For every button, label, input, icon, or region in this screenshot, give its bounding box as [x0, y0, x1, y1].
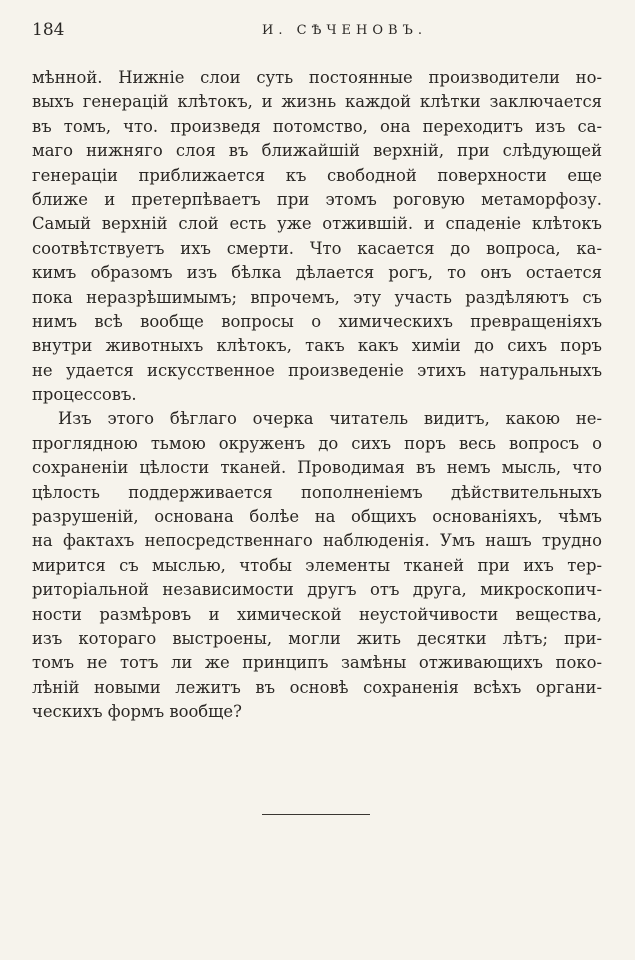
text-line: разрушеній, основана болѣе на общихъ основаніяхъ, чѣмъ — [32, 507, 602, 527]
text-line: пока неразрѣшимымъ; впрочемъ, эту участь раздѣляютъ съ — [32, 287, 602, 307]
text-line: нимъ всѣ вообще вопросы о химическихъ превращеніяхъ — [32, 311, 602, 331]
text-line: ближе и претерпѣваетъ при этомъ роговую метаморфозу. — [32, 189, 602, 209]
text-line: маго нижняго слоя въ ближайшій верхній, при слѣдующей — [32, 141, 602, 161]
text-line: въ томъ, что. произведя потомство, она переходитъ изъ са- — [32, 116, 602, 136]
text-line: мѣнной. Нижніе слои суть постоянные производители но- — [32, 68, 602, 87]
text-line: лѣній новыми лежитъ въ основѣ сохраненія всѣхъ органи- — [32, 677, 602, 697]
paragraph-1 — [32, 66, 602, 407]
text-line: внутри животныхъ клѣтокъ, такъ какъ химіи до сихъ поръ — [32, 336, 602, 356]
section-end-rule — [262, 814, 370, 815]
text-line: ности размѣровъ и химической неустойчивости вещества, — [32, 604, 602, 624]
text-line: Изъ этого бѣглаго очерка читатель видитъ, какою не- — [58, 409, 602, 429]
text-line: Самый верхній слой есть уже отжившій. и спаденіе клѣтокъ — [32, 214, 602, 234]
text-line: сохраненіи цѣлости тканей. Проводимая въ немъ мысль, что — [32, 458, 602, 478]
text-line: проглядною тьмою окруженъ до сихъ поръ весь вопросъ о — [32, 433, 602, 453]
running-head: И. СѢЧЕНОВЪ. — [262, 23, 427, 38]
text-line: цѣлость поддерживается пополненіемъ дѣйствительныхъ — [32, 482, 602, 502]
text-line: процессовъ. — [32, 385, 137, 405]
text-line: на фактахъ непосредственнаго наблюденія. Умъ нашъ трудно — [32, 531, 602, 551]
text-line: томъ не тотъ ли же принципъ замѣны отживающихъ поко- — [32, 653, 602, 673]
text-line: кимъ образомъ изъ бѣлка дѣлается рогъ, то онъ остается — [32, 263, 602, 283]
text-line: не удается искусственное произведеніе этихъ натуральныхъ — [32, 360, 602, 380]
page-number: 184 — [32, 20, 65, 40]
text-line: мирится съ мыслью, чтобы элементы тканей при ихъ тер- — [32, 555, 602, 575]
body-text — [32, 66, 602, 725]
text-line: соотвѣтствуетъ ихъ смерти. Что касается до вопроса, ка- — [32, 238, 602, 258]
text-line: выхъ генерацій клѣтокъ, и жизнь каждой клѣтки заключается — [32, 92, 602, 112]
text-line: изъ котораго выстроены, могли жить десятки лѣтъ; при- — [32, 628, 602, 648]
text-line: ческихъ формъ вообще? — [32, 702, 242, 722]
text-line: генераціи приближается къ свободной поверхности еще — [32, 165, 602, 185]
page-header — [32, 20, 605, 44]
paragraph-2 — [32, 407, 602, 724]
text-line: риторіальной независимости другъ отъ друга, микроскопич- — [32, 580, 602, 600]
